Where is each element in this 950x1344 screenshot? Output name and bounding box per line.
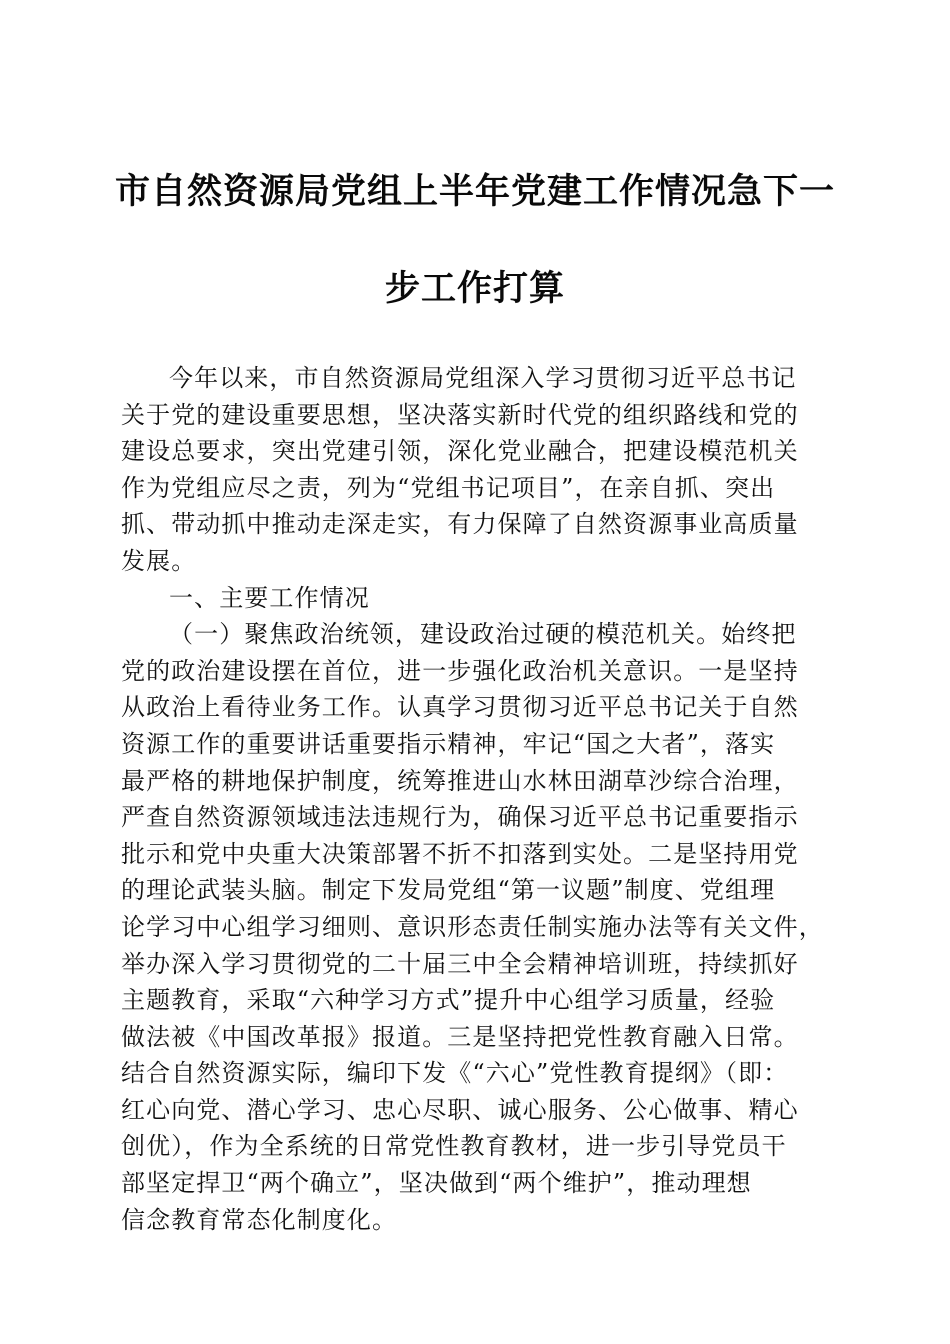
document-title-line-1: 市自然资源局党组上半年党建工作情况急下一 [114,171,835,212]
intro-line: 作为党组应尽之责，列为“党组书记项目”，在亲自抓、突出 [121,473,776,502]
section-paragraph-line: 举办深入学习贯彻党的二十届三中全会精神培训班，持续抓好 [121,949,799,978]
document-body [121,360,833,1238]
section-paragraph-line: 批示和党中央重大决策部署不折不扣落到实处。二是坚持用党 [121,839,799,868]
section-paragraph-line: 论学习中心组学习细则、意识形态责任制实施办法等有关文件， [121,912,824,941]
section-paragraph-line: 部坚定捍卫“两个确立”，坚决做到“两个维护”，推动理想 [121,1169,752,1198]
section-paragraph-line: 从政治上看待业务工作。认真学习贯彻习近平总书记关于自然 [121,693,799,722]
section-paragraph-line: 严查自然资源领域违法违规行为，确保习近平总书记重要指示 [121,803,799,832]
intro-line: 今年以来，市自然资源局党组深入学习贯彻习近平总书记 [169,364,797,392]
intro-line: 抓、带动抓中推动走深走实，有力保障了自然资源事业高质量 [121,510,799,539]
section-paragraph-line: 党的政治建设摆在首位，进一步强化政治机关意识。一是坚持 [121,656,799,685]
section-paragraph-line: 信念教育常态化制度化。 [121,1205,398,1234]
intro-line: 发展。 [121,546,197,575]
intro-line: 关于党的建设重要思想，坚决落实新时代党的组织路线和党的 [121,400,799,429]
section-paragraph-line: （一）聚焦政治统领，建设政治过硬的模范机关。始终把 [169,620,797,649]
section-paragraph-line: 主题教育，采取“六种学习方式”提升中心组学习质量，经验 [121,986,776,1015]
section-paragraph-line: 结合自然资源实际，编印下发《“六心”党性教育提纲》（即： [121,1059,789,1088]
section-paragraph-line: 红心向党、潜心学习、忠心尽职、诚心服务、公心做事、精心 [121,1095,799,1124]
section-paragraph-line: 做法被《中国改革报》报道。三是坚持把党性教育融入日常。 [121,1022,799,1051]
document-title-line-2: 步工作打算 [384,268,565,309]
section-paragraph-line: 资源工作的重要讲话重要指示精神，牢记“国之大者”，落实 [121,729,776,758]
section-heading: 一、主要工作情况 [169,583,370,612]
section-paragraph-line: 的理论武装头脑。制定下发局党组“第一议题”制度、党组理 [121,876,776,905]
intro-line: 建设总要求，突出党建引领，深化党业融合，把建设模范机关 [121,437,799,466]
section-paragraph-line: 最严格的耕地保护制度，统筹推进山水林田湖草沙综合治理， [121,766,799,795]
section-paragraph-line: 创优），作为全系统的日常党性教育教材，进一步引导党员干 [121,1132,787,1161]
